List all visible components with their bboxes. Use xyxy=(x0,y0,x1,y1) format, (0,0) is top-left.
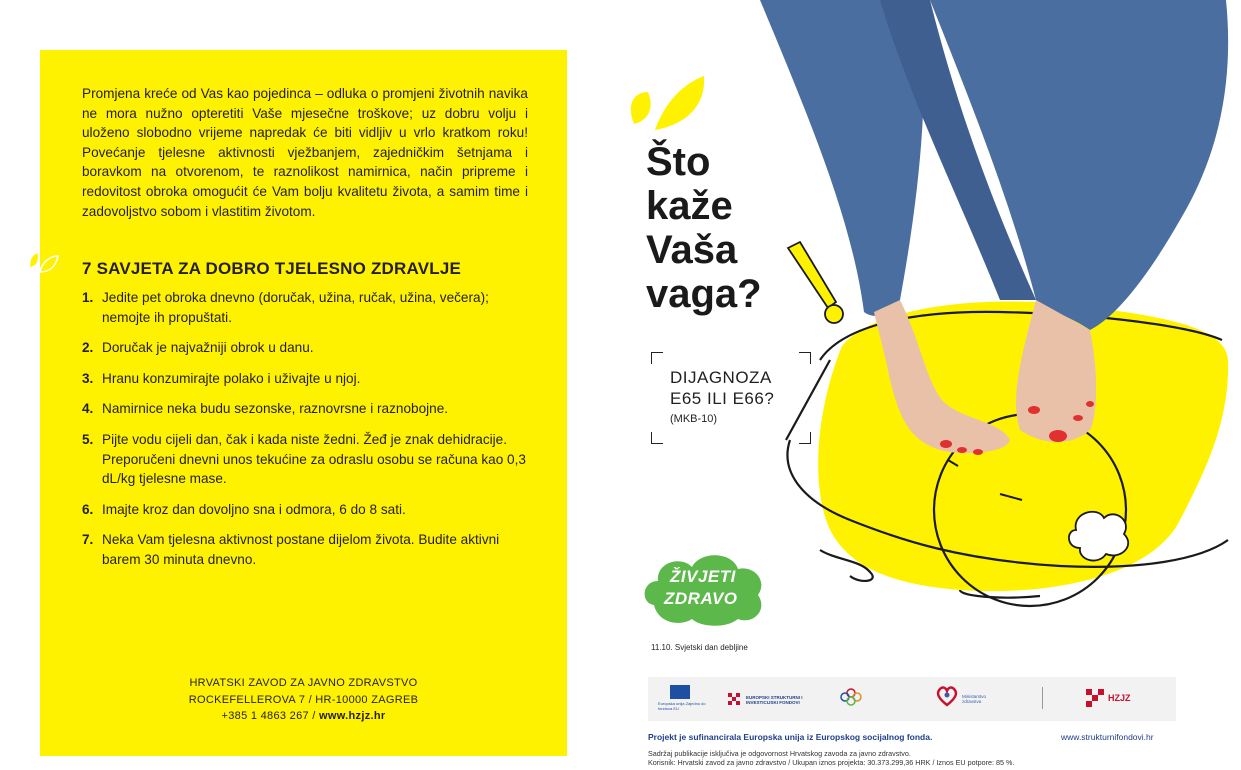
street-address: ROCKEFELLEROVA 7 / HR-10000 ZAGREB xyxy=(188,693,419,706)
disclaimer-line1: Sadržaj publikacije isključiva je odgovornost Hrvatskog zavoda za javno zdravstvo. xyxy=(648,749,911,758)
tip-number: 4. xyxy=(82,401,94,417)
main-title xyxy=(646,140,762,316)
eu-flag-icon xyxy=(670,685,690,699)
tips-heading: 7 SAVJETA ZA DOBRO TJELESNO ZDRAVLJE xyxy=(82,259,462,278)
hzjz-text: HZJZ xyxy=(1108,693,1131,703)
hzjz-logo xyxy=(1086,689,1156,709)
tip-text: Imajte kroz dan dovoljno sna i odmora, 6 do 8 sati. xyxy=(102,501,406,517)
zivjeti-zdravo-logo xyxy=(640,545,768,627)
tip-text: Neka Vam tjelesna aktivnost postane dijelom života. Budite aktivni barem 30 minuta dnevno. xyxy=(102,532,500,567)
title-line: kaže xyxy=(646,184,733,228)
tip-number: 1. xyxy=(82,290,94,305)
phone-number: +385 1 4863 267 / xyxy=(221,710,319,722)
exclamation-icon xyxy=(788,242,843,323)
diagnosis-label: DIJAGNOZA xyxy=(670,368,772,387)
intro-paragraph: Promjena kreće od Vas kao pojedinca – odluka o promjeni životnih navika ne mora nužno opteretiti Vaše mjesečne troškove; uz dobru volju i uloženo slobodno vrijeme napredak će biti vidljiv u vrlo kratkom roku! Povećanje tjelesne aktivnosti vježbanjem, zajedničkim šetnjama i boravkom na otvorenom, te raznolikost namirnica, način pripreme i redovitost obroka omogućit će Vam bolju kvalitetu života, a samim time i zadovoljstvo sobom i vlastitim životom. xyxy=(82,86,528,219)
institution-name: HRVATSKI ZAVOD ZA JAVNO ZDRAVSTVO xyxy=(189,677,418,689)
croatian-checker-icon xyxy=(728,693,742,707)
tip-text: Doručak je najvažniji obrok u danu. xyxy=(102,340,314,356)
tip-number: 3. xyxy=(82,370,94,386)
frame-corner xyxy=(799,432,811,444)
divider xyxy=(1042,687,1043,709)
tip-text: Pijte vodu cijeli dan, čak i kada niste žedni. Žeđ je znak dehidracije. Preporučeni dnevni unos tekućine za odraslu osobu se računa kao 0,3 dL/kg tjelesne mase. xyxy=(102,431,526,487)
title-line: vaga? xyxy=(646,272,762,316)
tip-number: 6. xyxy=(82,501,94,517)
title-line: Što xyxy=(646,140,711,184)
classification-label: (MKB-10) xyxy=(670,413,718,425)
title-line: Vaša xyxy=(646,228,738,272)
leaf-logo-icon xyxy=(631,76,704,130)
structural-funds-website[interactable]: www.strukturnifondovi.hr xyxy=(1061,732,1154,742)
eu-logo xyxy=(658,685,706,713)
world-day-label: 11.10. Svjetski dan debljine xyxy=(651,643,748,652)
funding-logos-bar xyxy=(648,677,1176,721)
tip-number: 7. xyxy=(82,532,94,548)
heart-icon xyxy=(936,685,958,707)
eu-logo-text: Europska unija Zajedno do fondova EU xyxy=(658,701,706,711)
structural-funds-text: EUROPSKI STRUKTURNI I INVESTICIJSKI FONDOVI xyxy=(746,695,803,705)
tip-text: Jedite pet obroka dnevno (doručak, užina, ručak, užina, večera); nemojte ih propuštati. xyxy=(102,290,489,325)
project-funding-text: Projekt je sufinancirala Europska unija iz Europskog socijalnog fonda. xyxy=(648,732,933,742)
disclaimer-line2: Korisnik: Hrvatski zavod za javno zdravstvo / Ukupan iznos projekta: 30.373.299,36 HRK / Iznos EU potpore: 85 %. xyxy=(648,758,1015,767)
tip-text: Namirnice neka budu sezonske, raznovrsne i raznobojne. xyxy=(102,401,449,417)
tip-text: Hranu konzumirajte polako i uživajte u njoj. xyxy=(102,370,361,386)
tip-number: 5. xyxy=(82,431,94,447)
flower-icon xyxy=(836,683,866,715)
disclaimer xyxy=(648,749,1168,767)
scale-yellow-shape xyxy=(818,302,1228,592)
ministry-text: Ministarstvo zdravstva xyxy=(962,694,987,704)
hzjz-mark-icon xyxy=(1086,689,1104,707)
ministry-logo xyxy=(936,685,1006,713)
frame-corner xyxy=(651,352,663,364)
tip-number: 2. xyxy=(82,340,94,356)
structural-funds-logo xyxy=(728,687,818,711)
logo-text-line1: ŽIVJETI xyxy=(670,567,736,586)
frame-corner xyxy=(799,352,811,364)
diagnosis-box xyxy=(651,352,811,444)
website-link[interactable]: www.hzjz.hr xyxy=(319,710,386,722)
frame-corner xyxy=(651,432,663,444)
diagnosis-codes: E65 ILI E66? xyxy=(670,389,775,408)
logo-text-line2: ZDRAVO xyxy=(664,589,738,608)
